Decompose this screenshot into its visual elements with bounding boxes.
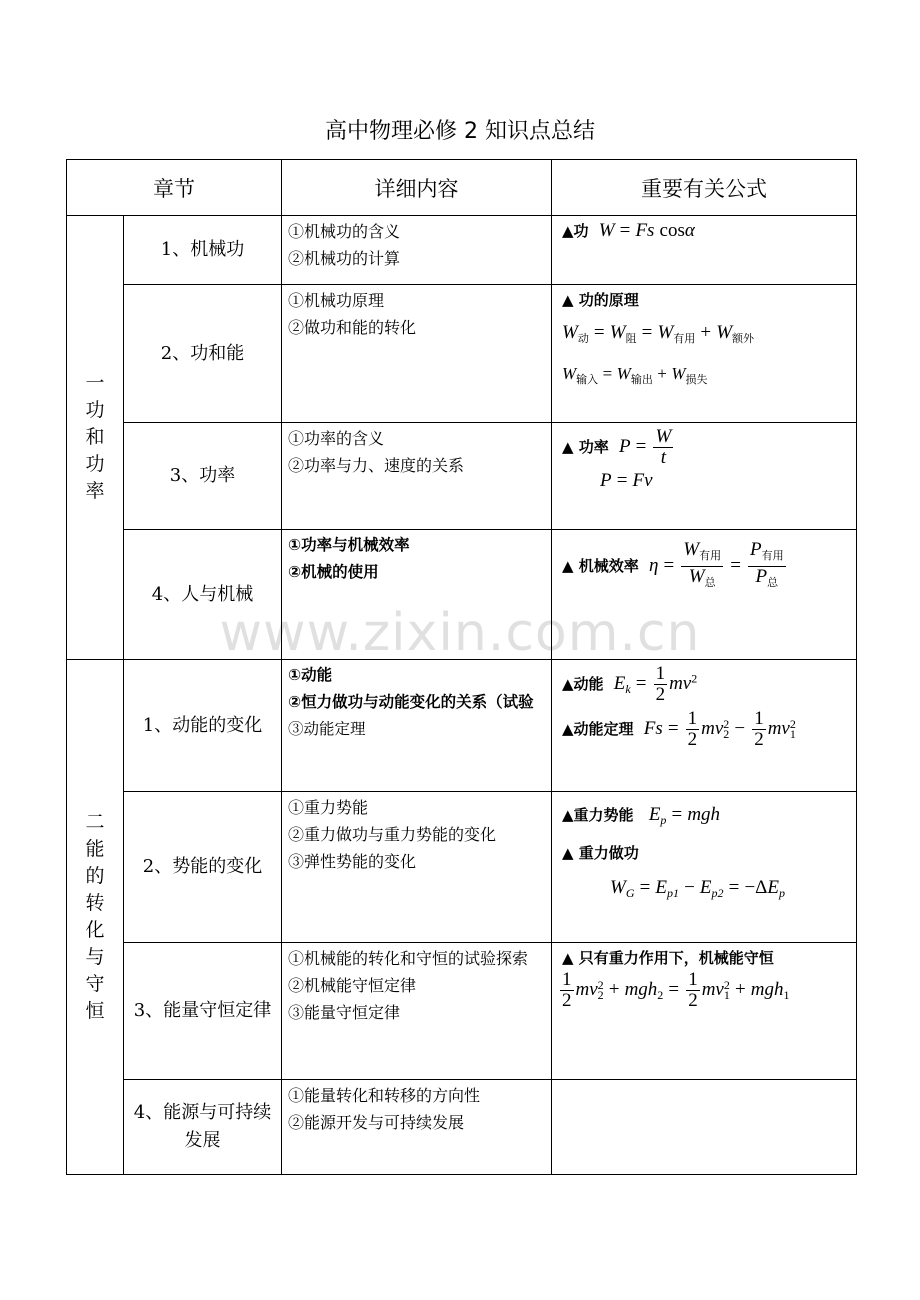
table-row bbox=[67, 423, 857, 530]
detail-item: ①能量转化和转移的方向性 bbox=[288, 1086, 481, 1105]
section-details bbox=[282, 792, 552, 943]
detail-item: ②机械功的计算 bbox=[288, 249, 401, 268]
gravity-pe-formula: E bbox=[648, 804, 661, 825]
table-row bbox=[67, 216, 857, 285]
formula-cell: ▲重力势能 $E_p$ = mgh ▲ 重力做功 $W_G = E_{p1} - E_{p2} = -\Delta E_p$ bbox=[552, 792, 857, 943]
detail-item: ①机械功原理 bbox=[288, 291, 385, 310]
formula-label: ▲重力势能 bbox=[562, 806, 634, 824]
formula-cell: ▲ 功率 P = $\frac{W}{t}$ P = Fv bbox=[552, 423, 857, 530]
section-details bbox=[282, 1080, 552, 1175]
detail-item: ②恒力做功与动能变化的关系（试验 bbox=[288, 693, 534, 711]
watermark: www.zixin.com.cn bbox=[219, 603, 701, 663]
detail-item: ①功率与机械效率 bbox=[288, 536, 410, 554]
efficiency-formula: η bbox=[648, 555, 659, 577]
work-principle-formula: $W_动 = W_阻 = W_{有用} + W_{额外}$ bbox=[562, 322, 755, 346]
section-details bbox=[282, 660, 552, 792]
detail-item: ①重力势能 bbox=[288, 798, 369, 817]
detail-item: ②机械的使用 bbox=[288, 563, 379, 581]
section-details bbox=[282, 943, 552, 1080]
conservation-formula: $\frac{1}{2}$ $mv_2^2 + mgh_2$ = $\frac{1}{2}$ $mv_1^2 + mgh_1$ bbox=[562, 969, 790, 1011]
formula-label: ▲动能定理 bbox=[562, 720, 634, 738]
detail-item: ②做功和能的转化 bbox=[288, 318, 417, 337]
section-title: 3、能量守恒定律 bbox=[124, 943, 282, 1080]
header-chapter: 章节 bbox=[67, 160, 282, 216]
detail-item: ②重力做功与重力势能的变化 bbox=[288, 825, 497, 844]
kinetic-theorem-formula: Fs bbox=[643, 718, 663, 739]
section-title: 2、势能的变化 bbox=[124, 792, 282, 943]
formula-cell bbox=[552, 943, 857, 1080]
power-formula: P bbox=[618, 436, 631, 457]
table-row bbox=[67, 943, 857, 1080]
section-details bbox=[282, 530, 552, 660]
formula-label: ▲ 功率 bbox=[562, 438, 609, 456]
formula-label: ▲ 重力做功 bbox=[562, 844, 639, 863]
section-title: 1、动能的变化 bbox=[124, 660, 282, 792]
table-row bbox=[67, 285, 857, 423]
kinetic-energy-formula: E bbox=[613, 673, 626, 694]
section-title: 4、人与机械 bbox=[124, 530, 282, 660]
formula-cell: ▲功 W = Fs cosα bbox=[552, 216, 857, 285]
detail-item: ①机械能的转化和守恒的试验探索 bbox=[288, 949, 529, 968]
chapter-1-name: 一 功 和 功 率 bbox=[67, 216, 124, 660]
formula-label: ▲动能 bbox=[562, 675, 604, 693]
work-formula: W bbox=[598, 220, 615, 241]
formula-label: ▲ 只有重力作用下，机械能守恒 bbox=[562, 949, 774, 967]
detail-item: ③弹性势能的变化 bbox=[288, 852, 417, 871]
page-title: 高中物理必修 2 知识点总结 bbox=[325, 119, 595, 144]
section-title: 4、能源与可持续发展 bbox=[124, 1080, 282, 1175]
formula-label: ▲功 bbox=[562, 222, 589, 240]
detail-item: ②能源开发与可持续发展 bbox=[288, 1113, 465, 1132]
section-title: 2、功和能 bbox=[124, 285, 282, 423]
detail-item: ①动能 bbox=[288, 666, 333, 684]
knowledge-table bbox=[66, 159, 857, 1175]
formula-label: ▲ 机械效率 bbox=[562, 557, 639, 576]
table-row bbox=[67, 1080, 857, 1175]
table-row bbox=[67, 792, 857, 943]
formula-cell: ▲ 机械效率 η = $\frac{W_{有用}}{W_总}$ = $\frac{P_{有用}}{P_总}$ bbox=[552, 530, 857, 660]
gravity-work-formula: $W_G = E_{p1} - E_{p2} = -\Delta E_p$ bbox=[610, 877, 785, 901]
detail-item: ②功率与力、速度的关系 bbox=[288, 456, 465, 475]
formula-cell-empty bbox=[552, 1080, 857, 1175]
chapter-2-name: 二 能 的 转 化 与 守 恒 bbox=[67, 660, 124, 1175]
header-formula: 重要有关公式 bbox=[552, 160, 857, 216]
detail-item: ①功率的含义 bbox=[288, 429, 385, 448]
energy-balance-formula: $W_{输入} = W_{输出} + W_{损失}$ bbox=[562, 364, 708, 386]
section-title: 1、机械功 bbox=[124, 216, 282, 285]
header-detail: 详细内容 bbox=[282, 160, 552, 216]
table-header-row bbox=[67, 160, 857, 216]
section-details bbox=[282, 423, 552, 530]
power-velocity-formula: P = Fv bbox=[600, 470, 653, 491]
detail-item: ②机械能守恒定律 bbox=[288, 976, 417, 995]
formula-cell bbox=[552, 285, 857, 423]
table-row bbox=[67, 660, 857, 792]
detail-item: ①机械功的含义 bbox=[288, 222, 401, 241]
section-details bbox=[282, 216, 552, 285]
fraction: $\frac{W}{t}$ bbox=[655, 426, 672, 468]
detail-item: ③动能定理 bbox=[288, 720, 366, 738]
section-title: 3、功率 bbox=[124, 423, 282, 530]
formula-label: ▲ 功的原理 bbox=[562, 291, 639, 309]
section-details bbox=[282, 285, 552, 423]
formula-cell: ▲动能 $E_k$ = $\frac{1}{2}$ $mv^2$ ▲动能定理 Fs = $\frac{1}{2}$ $mv_2^2$ − $\frac{1}{2}$ $mv_1^2$ bbox=[552, 660, 857, 792]
table-row bbox=[67, 530, 857, 660]
detail-item: ③能量守恒定律 bbox=[288, 1003, 401, 1022]
